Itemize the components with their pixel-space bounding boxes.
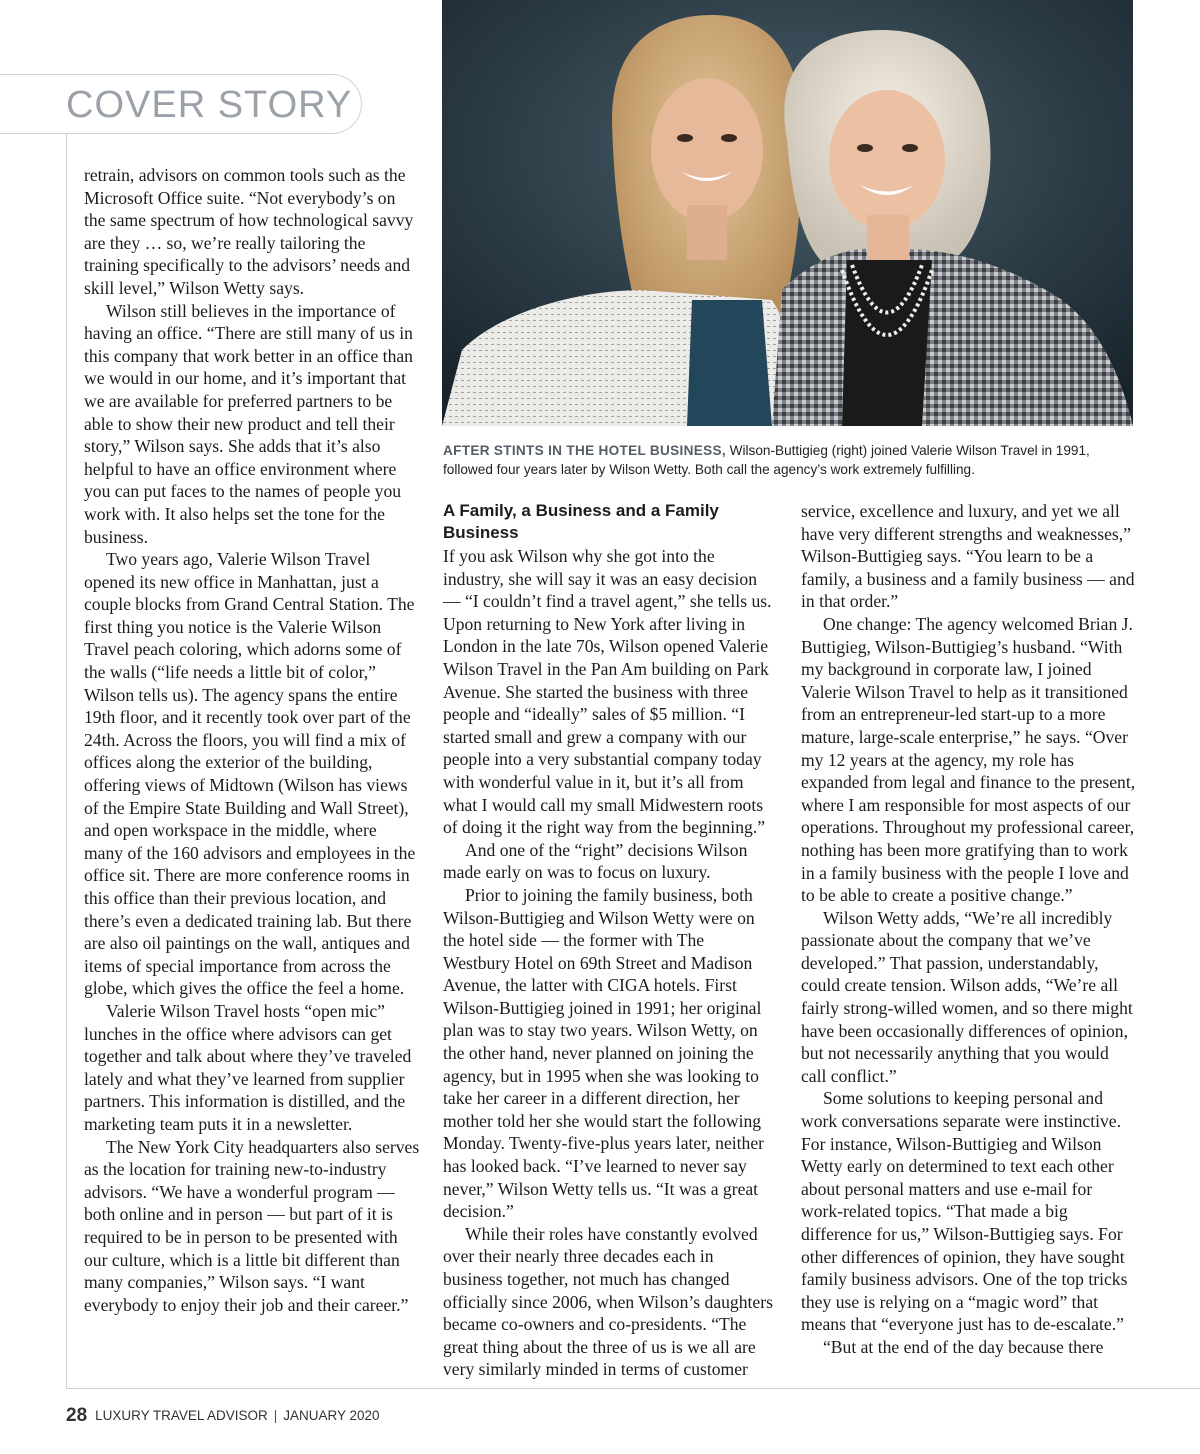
paragraph: If you ask Wilson why she got into the industry, she will say it was an easy decision — “I couldn’t find a travel agent,” she tells us. Upon returning to New York after living in London in the late 70s, Wilson opened Valerie Wilson Travel in the Pan Am building on Park Avenue. She started the business with three people and “ideally” sales of $5 million. “I started small and grew a company with our people into a very substantial company today with wonderful value in it, but it’s all from what I would call my small Midwestern roots of doing it the right way from the beginning.” bbox=[443, 546, 772, 838]
paragraph: Two years ago, Valerie Wilson Travel opened its new office in Manhattan, just a couple blocks from Grand Central Station. The first thing you notice is the Valerie Wilson Travel peach coloring, which adorns some of the walls (“life needs a little bit of color,” Wilson tells us). The agency spans the entire 19th floor, and it recently took over part of the 24th. Across the floors, you will find a mix of offices along the exterior of the building, offering views of Midtown (Wilson has views of the Empire State Building and Wall Street), and open workspace in the middle, where many of the 160 advisors and employees in the office sit. There are more conference rooms in this office than their previous location, and there’s even a dedicated training lab. But there are also oil paintings on the wall, antiques and items of special importance from across the globe, which gives the office the feel a home. bbox=[84, 549, 416, 999]
section-heading: A Family, a Business and a Family Business bbox=[443, 501, 719, 542]
paragraph: Wilson Wetty adds, “We’re all incredibly passionate about the company that we’ve developed.” That passion, understandably, could create tension. Wilson adds, “We’re all fairly strong-willed women, and so there might have been occasionally differences of opinion, but not necessarily anything that you would call conflict.” bbox=[801, 907, 1133, 1086]
article-column-1 bbox=[84, 164, 420, 1316]
paragraph: Prior to joining the family business, both Wilson-Buttigieg and Wilson Wetty were on the hotel side — the former with The Westbury Hotel on 69th Street and Madison Avenue, the latter with CIGA hotels. First Wilson-Buttigieg joined in 1991; her original plan was to stay two years. Wilson Wetty, on the other hand, never planned on joining the agency, but in 1995 when she was looking to take her career in a different direction, her mother told her she would start the following Monday. Twenty-five-plus years later, neither has looked back. “I’ve learned to never say never,” Wilson Wetty tells us. “It was a great decision.” bbox=[443, 884, 764, 1222]
paragraph: Some solutions to keeping personal and work conversations separate were instinctive. For instance, Wilson-Buttigieg and Wilson Wetty early on determined to text each other about personal matters and use e-mail for work-related topics. “That made a big difference for us,” Wilson-Buttigieg says. For other differences of opinion, they have sought family business advisors. One of the top tricks they use is relying on a “magic word” that means that “everyone just has to de-escalate.” bbox=[801, 1088, 1128, 1335]
footer-separator: | bbox=[273, 1408, 278, 1423]
left-rule-divider bbox=[66, 134, 67, 1388]
issue-date: JANUARY 2020 bbox=[283, 1408, 380, 1423]
paragraph: The New York City headquarters also serves as the location for training new-to-industry advisors. “We have a wonderful program — both online and in person — but part of it is required to be in person to be presented with our culture, which is a little bit different than many companies,” Wilson says. “I want everybody to enjoy their job and their career.” bbox=[84, 1136, 420, 1315]
publication-name: LUXURY TRAVEL ADVISOR bbox=[95, 1408, 268, 1423]
paragraph: Valerie Wilson Travel hosts “open mic” lunches in the office where advisors can get together and talk about where they’ve traveled lately and what they’ve learned from supplier partners. This information is distilled, and the marketing team puts it in a newsletter. bbox=[84, 1000, 412, 1134]
paragraph: While their roles have constantly evolved over their nearly three decades each in business together, not much has changed officially since 2006, when Wilson’s daughters became co-owners and co-presidents. “The great thing about the three of us is we all are very similarly minded in terms of customer bbox=[443, 1223, 773, 1380]
bottom-rule-divider bbox=[66, 1388, 1200, 1389]
paragraph: One change: The agency welcomed Brian J. Buttigieg, Wilson-Buttigieg’s husband. “With my background in corporate law, I joined Valerie Wilson Travel to help as it transitioned from an entrepreneur-led start-up to a more mature, large-scale enterprise,” he says. “Over my 12 years at the agency, my role has expanded from legal and finance to the present, where I am responsible for most aspects of our operations. Throughout my professional career, nothing has been more gratifying than to work in a family business with the people I love and to be able to create a positive change.” bbox=[801, 613, 1136, 906]
cover-photo bbox=[442, 0, 1133, 426]
caption-text: Wilson-Buttigieg (right) joined Valerie Wilson Travel in 1991, followed four years later by Wilson Wetty. Both call the agency’s work extremely fulfilling. bbox=[443, 443, 1090, 477]
paragraph: “But at the end of the day because there bbox=[823, 1336, 1104, 1357]
article-column-3 bbox=[801, 500, 1137, 1359]
section-label: COVER STORY bbox=[66, 84, 353, 126]
page-footer bbox=[66, 1404, 380, 1428]
article-column-2 bbox=[443, 500, 773, 1381]
paragraph: And one of the “right” decisions Wilson made early on was to focus on luxury. bbox=[443, 839, 748, 883]
photo-caption bbox=[443, 442, 1143, 479]
paragraph: service, excellence and luxury, and yet we all have very different strengths and weaknesses,” Wilson-Buttigieg says. “You learn to be a family, a business and a family business — and in that order.” bbox=[801, 501, 1135, 612]
caption-lead: AFTER STINTS IN THE HOTEL BUSINESS, bbox=[443, 443, 726, 458]
paragraph: retrain, advisors on common tools such as the Microsoft Office suite. “Not everybody’s on the same spectrum of how technological savvy are they … so, we’re really tailoring the training specifically to the advisors’ needs and skill level,” Wilson Wetty says. bbox=[84, 165, 414, 298]
page-number: 28 bbox=[66, 1405, 88, 1426]
paragraph: Wilson still believes in the importance of having an office. “There are still many of us in this company that work better in an office than we would in our home, and it’s important that we are available for preferred partners to be able to show their new product and tell their story,” Wilson says. She adds that it’s also helpful to have an office environment where you can put faces to the names of people you work with. It also helps set the tone for the business. bbox=[84, 300, 413, 547]
